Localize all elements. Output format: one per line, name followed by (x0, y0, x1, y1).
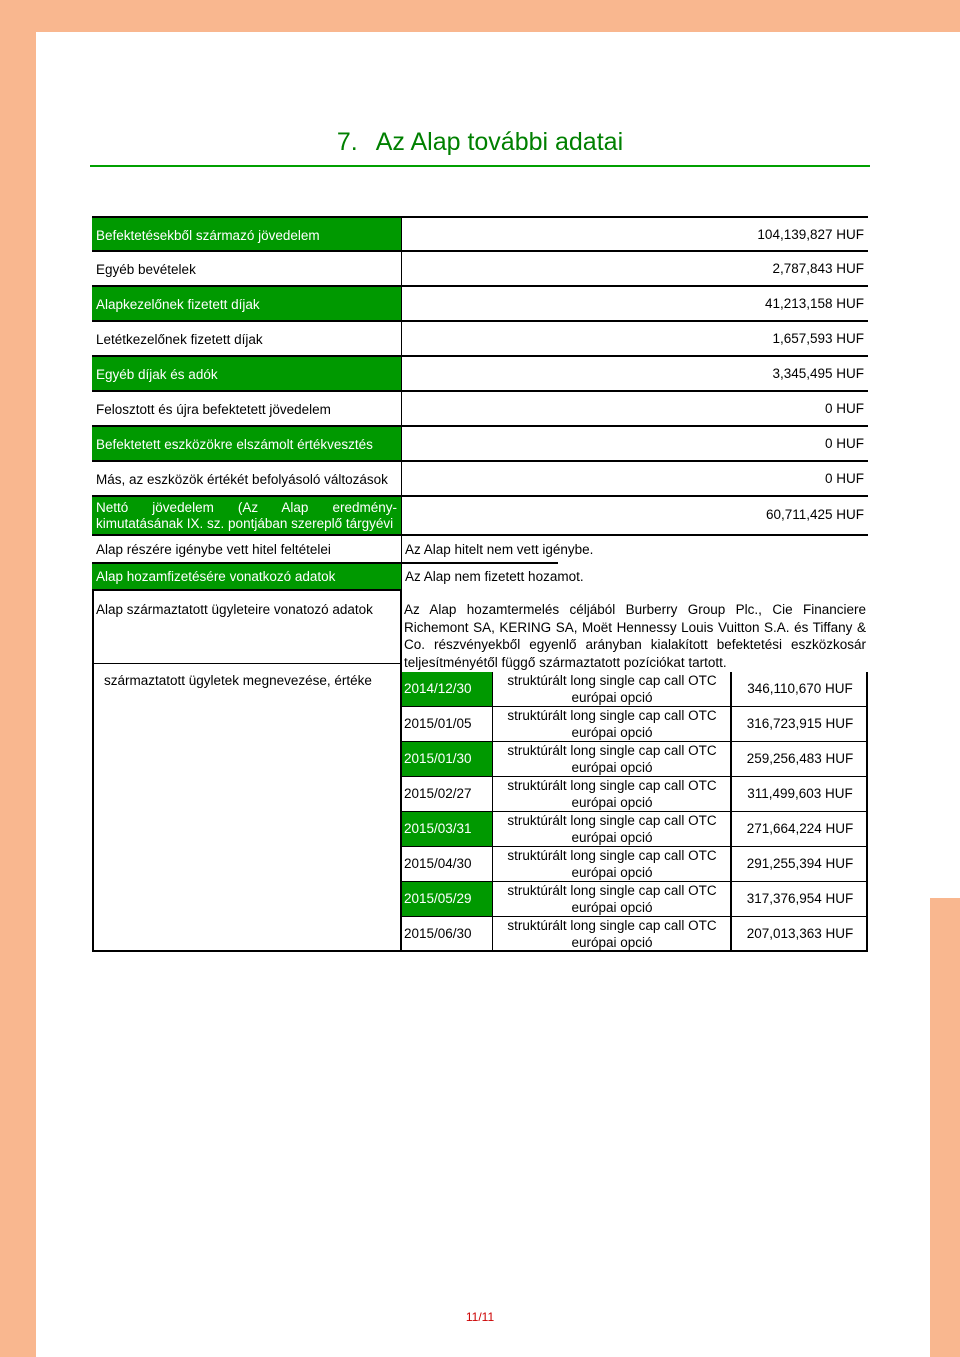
page-edge (930, 760, 960, 898)
derivative-value: 311,499,603 HUF (747, 786, 853, 801)
derivative-date: 2015/01/05 (404, 716, 472, 731)
page-edge (930, 32, 960, 762)
derivative-description: struktúrált long single cap call OTC európai opció (507, 708, 717, 740)
table-row (92, 287, 868, 320)
credit-value: Az Alap hitelt nem vett igénybe. (402, 536, 702, 563)
row-label: Felosztott és újra befektetett jövedelem (92, 392, 401, 425)
derivative-value: 207,013,363 HUF (746, 926, 854, 941)
page-number: 11/11 (465, 1310, 495, 1324)
row-divider (402, 951, 868, 952)
derivative-date: 2015/01/30 (402, 742, 492, 776)
derivative-date: 2014/12/30 (402, 672, 492, 706)
table-border (866, 672, 868, 950)
derivative-value: 316,723,915 HUF (746, 716, 854, 731)
row-value: 0 HUF (402, 427, 868, 460)
table-border (730, 672, 732, 950)
derivative-description: struktúrált long single cap call OTC európai opció (507, 848, 717, 880)
row-divider (92, 663, 402, 664)
row-label: Alapkezelőnek fizetett díjak (92, 287, 401, 320)
table-row (92, 322, 868, 355)
row-label: Egyéb bevételek (92, 252, 401, 285)
table-row (92, 427, 868, 460)
derivative-description: struktúrált long single cap call OTC európai opció (507, 918, 717, 950)
table-row (92, 536, 868, 563)
derivative-date: 2015/02/27 (404, 786, 472, 801)
row-value: 0 HUF (402, 392, 868, 425)
derivative-date: 2015/03/31 (402, 812, 492, 846)
row-value: 0 HUF (402, 462, 868, 495)
derivative-description: struktúrált long single cap call OTC európai opció (507, 778, 717, 810)
derivative-date: 2015/05/29 (402, 882, 492, 916)
table-row (92, 497, 868, 535)
derivative-description: struktúrált long single cap call OTC európai opció (507, 743, 717, 775)
section-number: 7. (336, 128, 358, 156)
derivative-description: struktúrált long single cap call OTC európai opció (507, 673, 717, 705)
derivative-value: 346,110,670 HUF (747, 681, 853, 696)
yield-label: Alap hozamfizetésére vonatkozó adatok (92, 564, 401, 590)
row-divider (92, 589, 402, 591)
row-value: 60,711,425 HUF (402, 497, 868, 535)
row-label: Más, az eszközök értékét befolyásoló változások (92, 462, 401, 495)
row-label: Egyéb díjak és adók (92, 357, 401, 390)
derivative-value: 271,664,224 HUF (746, 821, 854, 836)
row-value: 104,139,827 HUF (402, 218, 868, 251)
derivative-value: 291,255,394 HUF (746, 856, 854, 871)
row-value: 3,345,495 HUF (402, 357, 868, 390)
derivative-date: 2015/06/30 (404, 926, 472, 941)
table-row (92, 392, 868, 425)
table-border (492, 672, 493, 950)
derivative-value: 317,376,954 HUF (746, 891, 854, 906)
table-row (92, 218, 868, 251)
derivative-date: 2015/04/30 (404, 856, 472, 871)
yield-value: Az Alap nem fizetett hozamot. (402, 564, 702, 590)
section-heading (90, 128, 870, 167)
credit-label: Alap részére igénybe vett hitel feltételei (92, 536, 401, 563)
derivatives-description: Az Alap hozamtermelés céljából Burberry Group Plc., Cie Financiere Richemont SA, KERING SA, Moët Hennessy Louis Vuitton S.A. és Tiffany & Co. részvényekből egyenlő arányban kialakított befektetési eszközkosár teljesítményétől függő származtatott pozíciókat tartott. (404, 602, 866, 670)
derivative-row (402, 917, 868, 952)
row-value: 2,787,843 HUF (402, 252, 868, 285)
section-title: Az Alap további adatai (375, 128, 624, 156)
table-row (92, 564, 868, 590)
table-row (92, 462, 868, 495)
row-label: Letétkezelőnek fizetett díjak (92, 322, 401, 355)
table-row (92, 252, 868, 285)
derivative-description: struktúrált long single cap call OTC európai opció (507, 813, 717, 845)
row-value: 41,213,158 HUF (402, 287, 868, 320)
derivatives-list-label: származtatott ügyletek megnevezése, értéke (104, 673, 372, 688)
table-row (92, 357, 868, 390)
derivatives-label: Alap származtatott ügyleteire vonatozó adatok (96, 602, 373, 617)
row-label: Befektetésekből származó jövedelem (92, 218, 401, 251)
row-label: Nettó jövedelem (Az Alap eredmény-kimutatásának IX. sz. pontjában szereplő tárgyévi (92, 497, 401, 535)
row-label: Befektetett eszközökre elszámolt értékvesztés (92, 427, 401, 460)
derivative-value: 259,256,483 HUF (746, 751, 854, 766)
row-value: 1,657,593 HUF (402, 322, 868, 355)
derivative-description: struktúrált long single cap call OTC európai opció (507, 883, 717, 915)
